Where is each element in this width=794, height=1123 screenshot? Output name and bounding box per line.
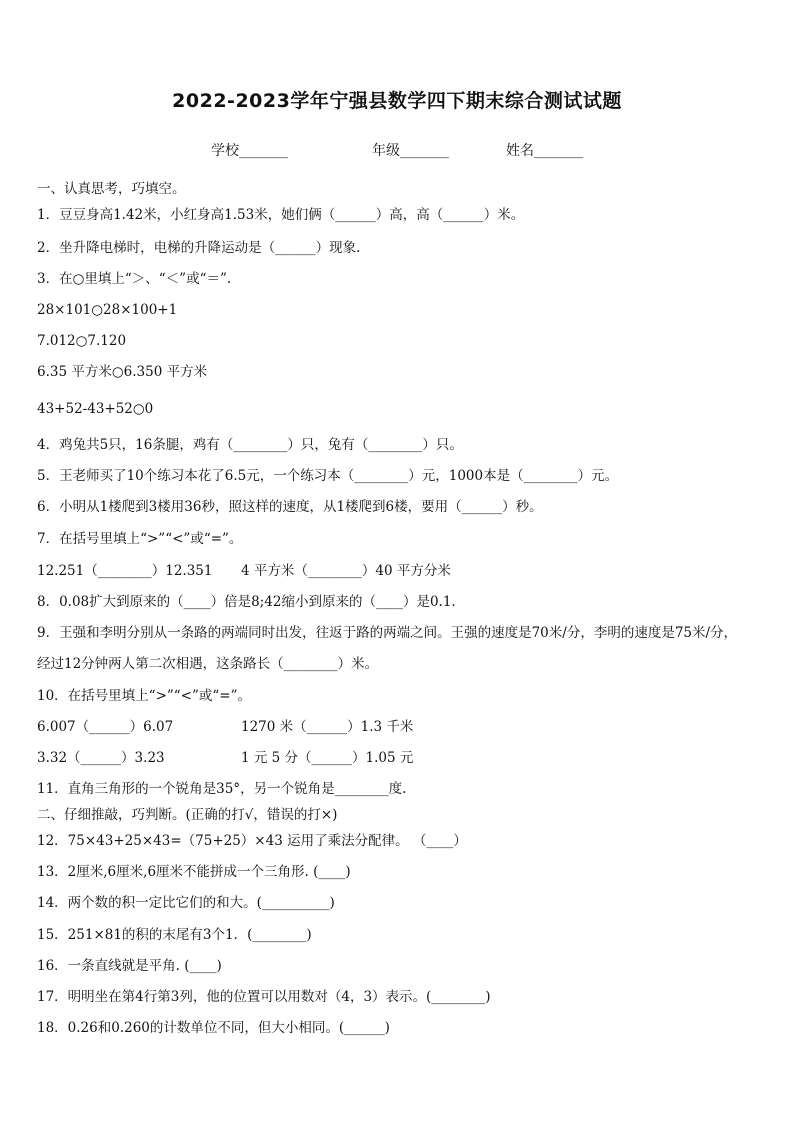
question-15: 15．251×81的积的末尾有3个1．(________) xyxy=(37,927,312,943)
question-12: 12．75×43+25×43=（75+25）×43 运用了乘法分配律。 （____） xyxy=(37,833,467,849)
question-16: 16．一条直线就是平角. (____) xyxy=(37,958,222,974)
question-18: 18．0.26和0.260的计数单位不同，但大小相同。(______) xyxy=(37,1020,390,1036)
name-field: 姓名_______ xyxy=(506,143,583,159)
section-2-heading: 二、仔细推敲，巧判断。(正确的打√，错误的打×) xyxy=(37,807,338,823)
question-3-item-d: 43+52-43+52○0 xyxy=(37,401,154,417)
question-3-item-a: 28×101○28×100+1 xyxy=(37,302,178,318)
question-5: 5．王老师买了10个练习本花了6.5元，一个练习本（________）元，1000本是（________）元。 xyxy=(37,468,619,484)
question-14: 14．两个数的积一定比它们的和大。(__________) xyxy=(37,895,335,911)
question-7: 7．在括号里填上“>”“<”或“=”。 xyxy=(37,531,243,547)
page-title: 2022-2023学年宁强县数学四下期末综合测试试题 xyxy=(172,90,622,112)
question-6: 6．小明从1楼爬到3楼用36秒，照这样的速度，从1楼爬到6楼，要用（______）秒。 xyxy=(37,499,543,515)
question-13: 13．2厘米,6厘米,6厘米不能拼成一个三角形. (____) xyxy=(37,864,351,880)
question-8: 8．0.08扩大到原来的（____）倍是8;42缩小到原来的（____）是0.1. xyxy=(37,594,456,610)
grade-field: 年级_______ xyxy=(372,143,449,159)
question-10: 10．在括号里填上“>”“<”或“=”。 xyxy=(37,688,252,704)
question-1: 1．豆豆身高1.42米，小红身高1.53米，她们俩（______）高，高（______）米。 xyxy=(37,207,525,223)
question-4: 4．鸡兔共5只，16条腿，鸡有（________）只，兔有（________）只。 xyxy=(37,437,463,453)
section-1-heading: 一、认真思考，巧填空。 xyxy=(37,181,186,197)
question-11: 11．直角三角形的一个锐角是35°，另一个锐角是________度. xyxy=(37,781,407,797)
question-3-item-c: 6.35 平方米○6.350 平方米 xyxy=(37,364,208,380)
question-10-item-a: 6.007（______）6.07 xyxy=(37,719,174,735)
question-3: 3．在○里填上“＞、“＜”或“＝”. xyxy=(37,271,232,287)
question-17: 17．明明坐在第4行第3列，他的位置可以用数对（4，3）表示。(________) xyxy=(37,989,491,1005)
question-3-item-b: 7.012○7.120 xyxy=(37,333,127,349)
question-10-item-b: 1270 米（______）1.3 千米 xyxy=(241,719,414,735)
question-7-item-b: 4 平方米（________）40 平方分米 xyxy=(241,563,451,579)
question-7-item-a: 12.251（________）12.351 xyxy=(37,563,213,579)
question-10-item-d: 1 元 5 分（______）1.05 元 xyxy=(241,750,414,766)
question-2: 2．坐升降电梯时，电梯的升降运动是（______）现象. xyxy=(37,240,361,256)
question-9-cont: 经过12分钟两人第二次相遇，这条路长（________）米。 xyxy=(37,656,379,672)
question-9: 9．王强和李明分别从一条路的两端同时出发，往返于路的两端之间。王强的速度是70米/分，李明的速度是75米/分， xyxy=(37,625,738,641)
question-10-item-c: 3.32（______）3.23 xyxy=(37,750,165,766)
school-field: 学校_______ xyxy=(211,143,288,159)
